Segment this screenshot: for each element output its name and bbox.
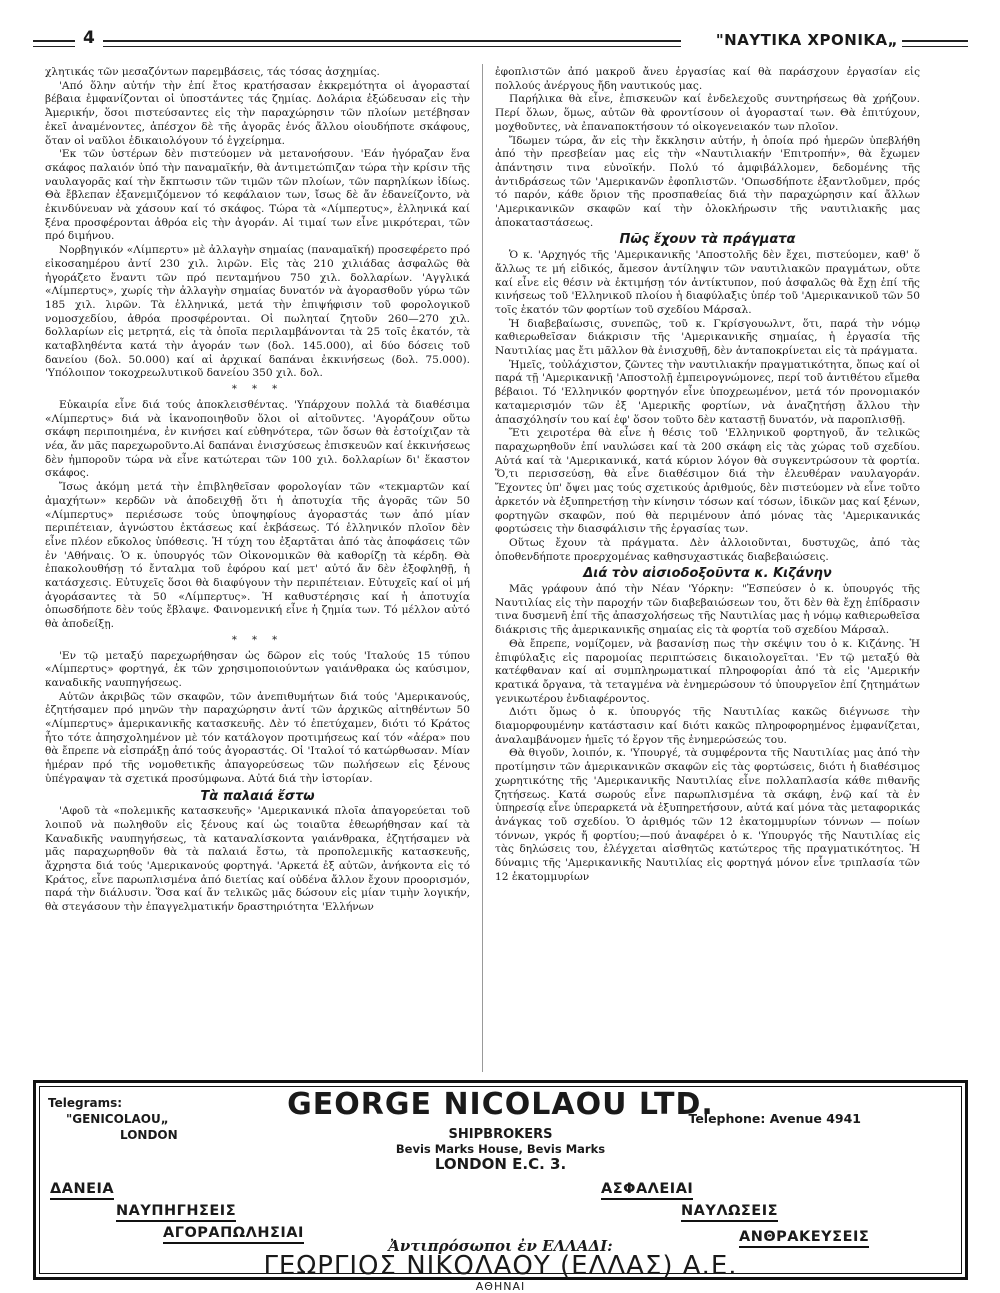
publication-title: "ΝΑΥΤΙΚΑ ΧΡΟΝΙΚΑ„ xyxy=(715,31,898,49)
ad-representatives-label: Ἀντιπρόσωποι ἐν ΕΛΛΑΔΙ: xyxy=(388,1237,613,1255)
paragraph: Μᾶς γράφουν ἀπό τὴν Νέαν 'Υόρκην: "Ἐσπεύσεν ὁ κ. ὑπουργός τῆς Ναυτιλίας εἰς τὴν παροχήν τῶν διαβεβαιώσεων του, ὅτι δὲν θὰ ἔχῃ ἐπίδρασιν τινα δυσμενῆ ἐπί τῆς ἀπασχολήσεως τῆς Ναυτιλίας μας ἡ νόμῳ καθιερωθεῖσα διάκρισις τῆς ἀμερικανικῆς σημαίας εἰς τὰ φορτία τοῦ σχεδίου Μάρσαλ. xyxy=(495,583,920,637)
paragraph: Οὕτως ἔχουν τὰ πράγματα. Δὲν ἀλλοιοῦνται, δυστυχῶς, ἀπό τὰς ὁποθενδήποτε προερχομένας καθησυχαστικάς διαβεβαιώσεις. xyxy=(495,536,920,563)
header-rule-right xyxy=(902,40,968,47)
ad-service-sales: ΑΓΟΡΑΠΩΛΗΣΙΑΙ xyxy=(163,1225,304,1244)
ad-greek-city: ΑΘΗΝΑΙ xyxy=(475,1280,526,1293)
paragraph: Ὁ κ. 'Αρχηγός τῆς 'Αμερικανικῆς 'Αποστολῆς δὲν ἔχει, πιστεύομεν, καθ' ὅ ἄλλως τε μή εἰδικός, ἄμεσον ἀντίληψιν τῶν ναυτιλιακῶν πραγμάτων, οὔτε καί εἶνε εἰς θέσιν νὰ ἐκτιμήσῃ τόν ἀντίκτυπον, πού ἀσφαλῶς θὰ ἔχῃ ἐπί τῆς κινήσεως τοῦ 'Ελληνικοῦ πλοίου ἡ διαφύλαξις ὑπέρ τοῦ 'Αμερικανικοῦ τῶν 50 τοῖς ἑκατόν τῶν φορτίων τοῦ σχεδίου Μάρσαλ. xyxy=(495,249,920,316)
section-heading: Πῶς ἔχουν τὰ πράγματα xyxy=(619,232,796,248)
ad-role: SHIPBROKERS xyxy=(448,1127,553,1142)
ad-service-loans: ΔΑΝΕΙΑ xyxy=(50,1181,114,1200)
column-divider xyxy=(482,64,483,1072)
paragraph: Ἔτι χειροτέρα θὰ εἶνε ἡ θέσις τοῦ 'Ελληνικοῦ φορτηγοῦ, ἄν τελικῶς παραχωρηθοῦν ἐπί ναυλώσει καί τὰ 200 σκάφη εἰς τὰς χώρας τοῦ σχεδίου. Αὐτά καί τὰ 'Αμερικανικά, κατά κύριον λόγον θὰ συγκεντρώσουν τὰ φορτία. Ὅ,τι περισσεύσῃ, θὰ εἶνε διαθέσιμον διά τὴν ἐλευθέραν ναυλαγοράν. Ἔχοντες ὑπ' ὄψει μας τούς σχετικούς ἀριθμούς, δὲν πιστεύομεν νὰ εἶνε τοῦτο ἀρκετόν νὰ ἐξυπηρετήσῃ τὴν κίνησιν τόσων καί τόσων, ἰδικῶν μας καί ξένων, φορτηγῶν σκαφῶν, πού θὰ περιμένουν ἀπό μόνας τὰς 'Αμερικανικάς φορτώσεις τὴν διασφάλισιν τῆς ἐργασίας των. xyxy=(495,427,920,536)
page-number: 4 xyxy=(83,28,95,48)
paragraph: 'Αφοῦ τὰ «πολεμικῆς κατασκευῆς» 'Αμερικανικά πλοῖα ἀπαγορεύεται τοῦ λοιποῦ νὰ πωληθοῦν εἰς ξένους καί ὡς τοιαῦτα ἐθεωρήθησαν καί τὰ Καναδικῆς ναυπηγήσεως, τὰ καταναλίσκοντα γαιάνθρακα, ἐζητήσαμεν νὰ μᾶς παραχωρηθοῦν θὰ τὰ παλαιά ἔστω, τὰ προπολεμικῆς κατασκευῆς, ἄχρηστα διά τούς 'Αμερικανούς φορτηγά. 'Αρκετά ἐξ αὐτῶν, ἀνήκοντα εἰς τό Κράτος, εἶνε παρωπλισμένα ἀπό διετίας καί οὐδένα ἄλλον ἔχουν προορισμόν, παρά τὴν διάλυσιν. Ὅσα καί ἄν τελικῶς μᾶς δώσουν εἰς μίαν τιμὴν λογικήν, θὰ στεγάσουν τὴν ἐπαγγελματικήν δραστηριότητα 'Ελλήνων xyxy=(45,805,470,914)
ad-company-name: GEORGE NICOLAOU LTD. xyxy=(287,1087,714,1122)
paragraph: Αὐτῶν ἀκριβῶς τῶν σκαφῶν, τῶν ἀνεπιθυμήτων διά τούς 'Αμερικανούς, ἐζητήσαμεν πρό μηνῶν τὴν παραχώρησιν ἀντί τῶν ἀρχικῶς αἰτηθέντων 50 «Λίμπερτυς» ἀμερικανικῆς κατασκευῆς. Δὲν τό ἐπετύχαμεν, διότι τό Κράτος ἦτο τότε ἀπησχολημένον μὲ τόν κατάλογον προτιμήσεως καί τόν «ἀέρα» που θὰ ἔπρεπε νὰ εἰσπράξῃ ἀπό τούς ἀγοραστάς. Οἱ 'Ιταλοί τό κατώρθωσαν. Μίαν ἡμέραν πρό τῆς νομοθετικῆς ἀπαγορεύσεως τῶν πωλήσεων εἰς ξένους ὑπέγραψαν τὰ σχετικά προσύμφωνα. Αὐτά διά τὴν ἱστορίαν. xyxy=(45,690,470,785)
paragraph: Ἡ διαβεβαίωσις, συνεπῶς, τοῦ κ. Γκρίσγουωλντ, ὅτι, παρά τὴν νόμῳ καθιερωθεῖσαν διάκρισιν τῆς 'Αμερικανικῆς σημαίας, ἡ ἐργασία τῆς Ναυτιλίας μας ἔτι μᾶλλον θὰ ἐνισχυθῇ, δὲν ἀνταποκρίνεται εἰς τὰ πράγματα. xyxy=(495,317,920,358)
paragraph: Θὰ θιγοῦν, λοιπόν, κ. 'Υπουργέ, τὰ συμφέροντα τῆς Ναυτιλίας μας ἀπό τὴν προτίμησιν τῶν ἀμερικανικῶν σκαφῶν εἰς τὰς φορτώσεις, διότι ἡ διαθέσιμος χωρητικότης τῆς 'Αμερικανικῆς Ναυτιλίας εἶνε πολλαπλασία κάθε πιθανῆς ζητήσεως. Κατά σωρούς εἶνε παρωπλισμένα τὰ σκάφη, ἐνῷ καί τὰ ἐν ὑπηρεσίᾳ εἶνε ὑπεραρκετά νὰ ἐξυπηρετήσουν, αὐτά καί μόνα τὰς μεταφορικάς ἀνάγκας τοῦ σχεδίου. Ὁ ἀριθμός τῶν 12 ἑκατομμυρίων τόννων — ποίων τόννων, γκρός ἤ φορτίου;—πού ἀναφέρει ὁ κ. 'Υπουργός τῆς Ναυτιλίας εἰς τὰς δηλώσεις του, ἐλέγχεται αἰσθητῶς κατώτερος τῆς πραγματικότητος. Ἡ δύναμις τῆς 'Αμερικανικῆς Ναυτιλίας εἰς φορτηγά μόνον εἶνε τριπλασία τῶν 12 ἑκατομμυρίων xyxy=(495,747,920,883)
ad-service-insurance: ΑΣΦΑΛΕΙΑΙ xyxy=(601,1181,693,1200)
section-separator: * * * xyxy=(231,384,284,396)
paragraph: Νορβηγικόν «Λίμπερτυ» μὲ ἀλλαγὴν σημαίας (παναμαϊκή) προσεφέρετο πρό εἰκοσαημέρου ἀντί 230 χιλ. λιρῶν. Εἰς τὰς 210 χιλιάδας ἀσφαλῶς θὰ ἠγοράζετο ἔναντι τῶν πρό πενταμήνου 750 χιλ. δολλαρίων. 'Αγγλικά «Λίμπερτυς», χωρίς τὴν ἀλλαγὴν σημαίας δυνατόν νὰ ἀγορασθοῦν γύρω τῶν 185 χιλ. λιρῶν. Τὰ ἑλληνικά, μετά τὴν ἐπιψήφισιν τοῦ φορολογικοῦ νομοσχεδίου, ἀθρόα προσφέρονται. Οἱ πωληταί ζητοῦν 260—270 χιλ. δολλαρίων εἰς μετρητά, εἰς τὰ ὁποῖα περιλαμβάνονται τὰ 25 τοῖς ἑκατόν, τὰ καταβληθέντα κατά τὴν ἀγοράν των (δολ. 145.000), αἱ δύο δόσεις τοῦ δανείου (δολ. 50.000) καί αἱ ἀρχικαί δαπάναι ἐκκινήσεως (δολ. 75.000). 'Υπόλοιπον τοκοχρεωλυτικοῦ δανείου 350 χιλ. δολ. xyxy=(45,244,470,380)
paragraph: Ἴσως ἀκόμη μετά τὴν ἐπιβληθεῖσαν φορολογίαν τῶν «τεκμαρτῶν καί ἀμαχήτων» κερδῶν νὰ ἀποδειχθῇ ὅτι ἡ ἀποτυχία τῆς ἀγορᾶς τῶν 50 «Λίμπερτυς» περιέσωσε τούς ὑποψηφίους ἀγοραστάς των ἀπό μίαν περιπέτειαν, ἀγνώστου ἐκτάσεως καί ἐκβάσεως. Τό ἑλληνικόν πλοῖον δὲν εἶνε πλέον εὔκολος ὑπόθεσις. Ἡ τύχη του ἐξαρτᾶται ἀπό τὰς ἀποφάσεις τῶν ἐν 'Αθήναις. Ὁ κ. ὑπουργός τῶν Οἰκονομικῶν θὰ καθορίζῃ τὰ κέρδη. Θὰ ἐπακολουθήσῃ τό ἔνταλμα τοῦ ἐφόρου καί μετ' αὐτό ἄν δὲν ἐξοφληθῇ, ἡ κατάσχεσις. Εὐτυχεῖς ὅσοι θὰ διαφύγουν τὴν περιπέτειαν. Εὐτυχεῖς καί οἱ μή ἀγοράσαντες τὰ 50 «Λίμπερτυς». Ἡ καθυστέρησις καί ἡ ἀποτυχία ὁπωσδήποτε δὲν τούς ἔβλαψε. Φαινομενική εἶνε ἡ ζημία των. Τό μέλλον αὐτό θὰ ἀποδείξῃ. xyxy=(45,481,470,631)
ad-telegrams-address: "GENICOLAOU„ xyxy=(66,1112,169,1126)
paragraph: 'Εκ τῶν ὑστέρων δὲν πιστεύομεν νὰ μετανοήσουν. 'Εάν ἠγόραζαν ἕνα σκάφος παλαιόν ὑπό τὴν παναμαϊκήν, θὰ ἀντιμετώπιζαν τώρα τὴν κρίσιν τῆς ναυλαγορᾶς καί τὴν ἔκπτωσιν τῶν τιμῶν τῶν πλοίων, τῶν παρηλίκων ἰδίως. Θὰ ἔβλεπαν ἐξανεμιζόμενον τό κεφάλαιον των, ἴσως δὲ ἄν ἐδανείζοντο, νὰ ἐκινδύνευαν νὰ χάσουν καί τό σκάφος. Τώρα τὰ «Λίμπερτυς», ἑλληνικά καί ξένα προσφέρονται ἀθρόα εἰς τὴν ἀγοράν. Αἱ τιμαί των εἶνε μικρότεραι, τῶν πρό διμήνου. xyxy=(45,148,470,243)
left-column xyxy=(45,66,470,915)
ad-address-city: LONDON E.C. 3. xyxy=(434,1155,567,1173)
ad-service-coaling: ΑΝΘΡΑΚΕΥΣΕΙΣ xyxy=(739,1229,869,1248)
section-separator: * * * xyxy=(231,634,284,646)
ad-telegrams-city: LONDON xyxy=(120,1128,178,1142)
section-heading: Διά τὸν αἰσιοδοξοῦντα κ. Κιζάνην xyxy=(583,566,832,582)
paragraph: Ἴδωμεν τώρα, ἄν εἰς τὴν ἔκκλησιν αὐτήν, ἡ ὁποία πρό ἡμερῶν ὑπεβλήθη ἀπό τὴν πρεσβείαν μας εἰς τὴν «Ναυτιλιακήν 'Επιτροπήν», θὰ ἔχωμεν ἀπάντησιν τινα εὐνοϊκήν. Πολύ τό ἀμφιβάλλομεν, δεδομένης τῆς ἀντιδράσεως τῶν 'Αμερικανῶν ἐφοπλιστῶν. 'Οπωσδήποτε ἐξαντλοῦμεν, πρός τό παρόν, κάθε ὅριον τῆς προσπαθείας διά τὴν παραχώρησιν καί ἄλλων 'Αμερικανικῶν σκαφῶν καί τὴν ὁλοκλήρωσιν τῆς ναυτιλιακῆς μας ἀποκαταστάσεως. xyxy=(495,134,920,229)
paragraph: Ἡμεῖς, τοὐλάχιστον, ζῶντες τὴν ναυτιλιακήν πραγματικότητα, ὅπως καί οἱ παρά τῇ 'Αμερικανικῇ 'Αποστολῇ ἐμπειρογνώμονες, περί τοῦ ἀντιθέτου εἴμεθα βέβαιοι. Τό 'Ελληνικόν φορτηγόν εἶνε ὑποχρεωμένον, μετά τόν προνομιακόν καταμερισμόν τῶν ἐξ 'Αμερικῆς φορτίων, νὰ ἀναζητήσῃ ἄλλου τὴν ἀπασχόλησίν του καί ἐφ' ὅσον τοῦτο δὲν καταστῇ δυνατόν, νὰ παροπλισθῇ. xyxy=(495,358,920,426)
page-header xyxy=(33,28,968,58)
ad-service-chartering: ΝΑΥΛΩΣΕΙΣ xyxy=(681,1203,778,1222)
section-heading: Τὰ παλαιά ἔστω xyxy=(200,788,315,804)
paragraph: 'Από ὅλην αὐτήν τὴν ἐπί ἔτος κρατήσασαν ἐκκρεμότητα οἱ ἀγορασταί βέβαια ἐμφανίζονται οἱ ὑποστάντες τάς ζημίας. Δολάρια ἐξώδευσαν εἰς τὴν Ἀμερικήν, ὅσοι πιστεύσαντες εἰς τὴν παραχώρησιν τῶν πλοίων μετέβησαν ἐκεῖ ἀναμένοντες, ἀπέσχον δὲ τῆς ἀγορᾶς ἑνός ἄλλου οἱουδήποτε σκάφους, ὅταν οἱ ναῦλοι ἐδικαιολόγουν τό ἐγχείρημα. xyxy=(45,79,470,147)
paragraph: Παρήλικα θὰ εἶνε, ἐπισκευῶν καί ἐνδελεχοῦς συντηρήσεως θὰ χρήζουν. Περί ὅλων, ὅμως, αὐτῶν θὰ φροντίσουν οἱ ἀγορασταί των. Θὰ ἐπιτύχουν, μοχθοῦντες, νὰ ἐπαναποκτήσουν τό οἰκογενειακόν των πλοῖον. xyxy=(495,93,920,133)
ad-telegrams-label: Telegrams: xyxy=(48,1096,123,1110)
paragraph: Εὐκαιρία εἶνε διά τούς ἀποκλεισθέντας. 'Υπάρχουν πολλά τὰ διαθέσιμα «Λίμπερτυς» διά νὰ ἱκανοποιηθοῦν ὅλοι οἱ αἰτοῦντες. 'Αγοράζουν οὕτω σκάφη περιποιημένα, ἐν κινήσει καί εὐθηνότερα, τῶν ὅσων θὰ ἐστοίχιζαν τὰ νέα, ἄν μᾶς παρεχωροῦντο.Αἱ δαπάναι ἐνισχύσεως ἐπισκευῶν καί ἐκκινήσεως δὲν ἠμποροῦν τώρα νὰ εἶνε κατώτεραι τῶν 100 χιλ. δολλαρίων δι' ἕκαστον σκάφος. xyxy=(45,398,470,480)
ad-telephone: Telephone: Avenue 4941 xyxy=(688,1111,861,1126)
ad-greek-company: ΓΕΩΡΓΙΟΣ ΝΙΚΟΛΑΟΥ (ΕΛΛΑΣ) Α.Ε. xyxy=(263,1251,738,1281)
paragraph: Διότι ὅμως ὁ κ. ὑπουργός τῆς Ναυτιλίας κακῶς διέγνωσε τὴν διαμορφουμένην κατάστασιν καί διότι κακῶς πληροφορημένος ἐμφανίζεται, ἀναλαμβάνομεν ἡμεῖς τό ἔργον τῆς ἐνημερώσεώς του. xyxy=(495,706,920,746)
ad-service-shipbuilding: ΝΑΥΠΗΓΗΣΕΙΣ xyxy=(116,1203,236,1222)
paragraph: Θὰ ἔπρεπε, νομίζομεν, νὰ βασανίσῃ πως τὴν σκέψιν του ὁ κ. Κιζάνης. Ἡ ἐπιφύλαξις εἰς παρομοίας περιπτώσεις δικαιολογεῖται. 'Εν τῷ μεταξύ θὰ κατέφθαναν καί αἱ συμπληρωματικαί πληροφορίαι ἀπό τὰ εἰς 'Αμερικήν κρατικά ὄργανα, τὰ τεταγμένα νὰ ἐνημερώσουν τό ὑπουργεῖον ἐπί ζητημάτων γενικωτέρου ἐνδιαφέροντος. xyxy=(495,637,920,705)
header-rule-middle xyxy=(103,40,681,47)
ad-address-line: Bevis Marks House, Bevis Marks xyxy=(395,1142,606,1156)
paragraph: 'Εν τῷ μεταξύ παρεχωρήθησαν ὡς δῶρον εἰς τούς 'Ιταλούς 15 τύπου «Λίμπερτυς» φορτηγά, ἐκ τῶν χρησιμοποιούντων γαιάνθρακα ὡς καύσιμον, καναδικῆς ναυπηγήσεως. xyxy=(45,649,470,689)
paragraph: ἐφοπλιστῶν ἀπό μακροῦ ἄνευ ἐργασίας καί θὰ παράσχουν ἐργασίαν εἰς πολλούς ἀνέργους ἤδη ναυτικούς μας. xyxy=(495,66,920,92)
ad-address-block xyxy=(36,1127,965,1172)
advertisement-box xyxy=(33,1080,968,1293)
header-rule-left xyxy=(33,40,75,47)
right-column xyxy=(495,66,920,884)
paragraph: χλητικάς τῶν μεσαζόντων παρεμβάσεις, τάς τόσας ἀσχημίας. xyxy=(45,66,380,78)
